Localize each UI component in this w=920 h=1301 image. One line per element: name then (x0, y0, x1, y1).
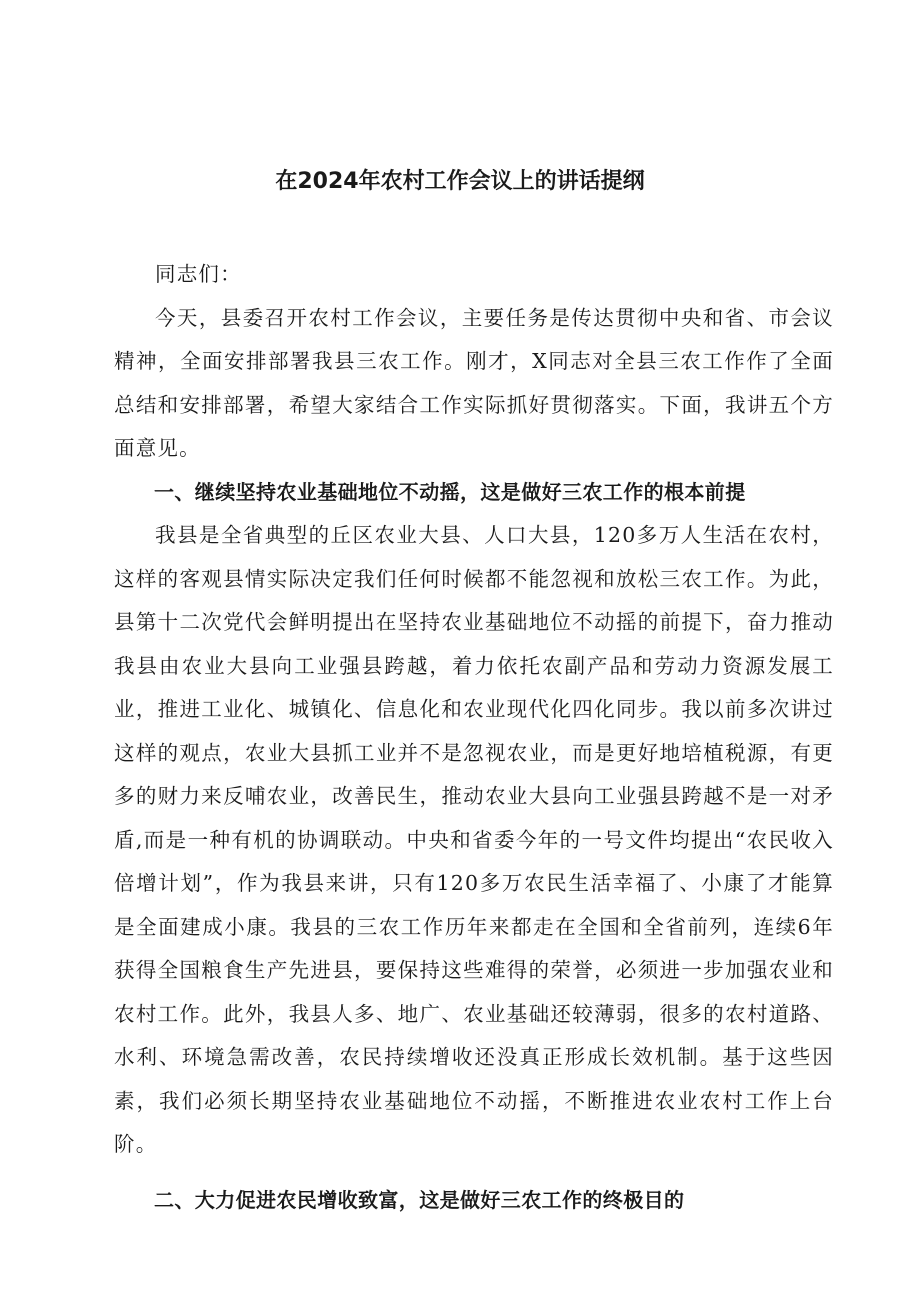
document-body (114, 253, 834, 1222)
section-1-heading: 一、继续坚持农业基础地位不动摇，这是做好三农工作的根本前提 (154, 479, 746, 504)
intro-paragraph: 今天，县委召开农村工作会议，主要任务是传达贯彻中央和省、市会议精神，全面安排部署我县三农工作。刚才，X同志对全县三农工作作了全面总结和安排部署，希望大家结合工作实际抓好贯彻落实。下面，我讲五个方面意见。 (114, 305, 834, 460)
document-title: 在2024年农村工作会议上的讲话提纲 (275, 169, 645, 194)
salutation: 同志们： (155, 262, 242, 286)
section-1-paragraph: 我县是全省典型的丘区农业大县、人口大县，120多万人生活在农村，这样的客观县情实际决定我们任何时候都不能忽视和放松三农工作。为此，县第十二次党代会鲜明提出在坚持农业基础地位不动摇的前提下，奋力推动我县由农业大县向工业强县跨越，着力依托农副产品和劳动力资源发展工业，推进工业化、城镇化、信息化和农业现代化四化同步。我以前多次讲过这样的观点，农业大县抓工业并不是忽视农业，而是更好地培植税源，有更多的财力来反哺农业，改善民生，推动农业大县向工业强县跨越不是一对矛盾,而是一种有机的协调联动。中央和省委今年的一号文件均提出“农民收入倍增计划”，作为我县来讲，只有120多万农民生活幸福了、小康了才能算是全面建成小康。我县的三农工作历年来都走在全国和全省前列，连续6年获得全国粮食生产先进县，要保持这些难得的荣誉，必须进一步加强农业和农村工作。此外，我县人多、地广、农业基础还较薄弱，很多的农村道路、水利、环境急需改善，农民持续增收还没真正形成长效机制。基于这些因素，我们必须长期坚持农业基础地位不动摇，不断推进农业农村工作上台阶。 (114, 523, 834, 1156)
section-2-heading: 二、大力促进农民增收致富，这是做好三农工作的终极目的 (154, 1187, 685, 1212)
